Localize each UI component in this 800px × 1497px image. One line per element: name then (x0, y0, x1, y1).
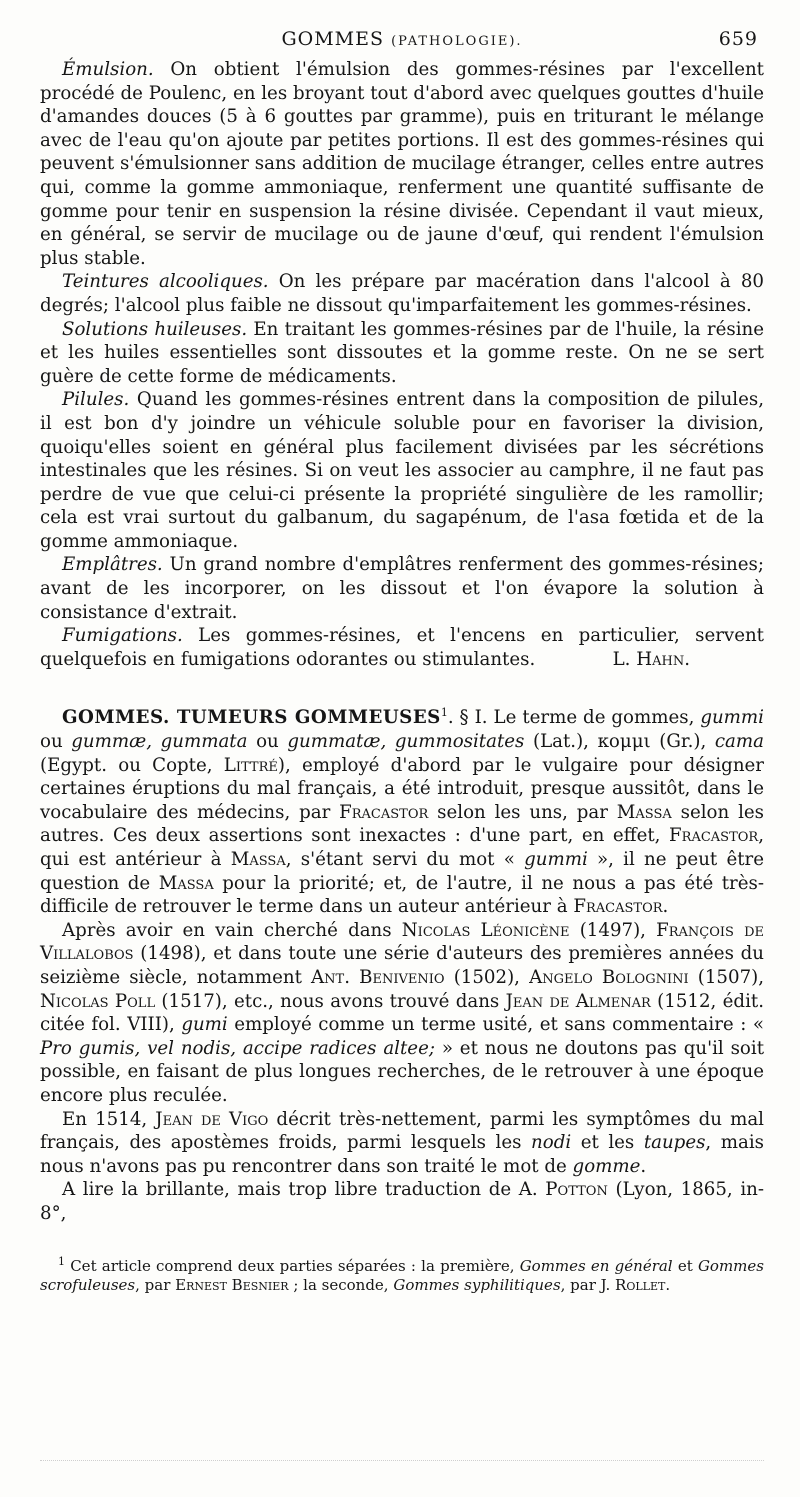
lead-solutions: Solutions huileuses. (62, 318, 248, 340)
paragraph-solutions (40, 318, 764, 389)
footnote-marker: 1 (58, 1254, 65, 1268)
text-run: selon les uns, par (428, 801, 617, 823)
text-run: », il ne peut être question de (40, 849, 764, 894)
text-run: (1512, édit. citée fol. VIII), (40, 990, 764, 1036)
section-mark: . § I. (447, 707, 488, 729)
author-name: Ant. Benivenio (311, 967, 445, 989)
author-name: J. Rollet (600, 1275, 666, 1294)
text-run: selon les autres. Ces deux assertions sont inexactes : d'une part, en effet, (40, 801, 764, 847)
text-run: décrit très-nettement, parmi les symptômes du mal français, des apostèmes froids, parmi lesquels les (40, 1108, 764, 1154)
author-name: François de Villalobos (40, 919, 765, 965)
author-name: Angelo Bolognini (529, 967, 689, 989)
author-name: Jean de Almenar (505, 990, 651, 1012)
italic-term: Gommes scrofuleuses (40, 1256, 764, 1294)
text-run: (1497), (569, 919, 657, 941)
section-gommes-tumeurs (40, 701, 764, 1225)
text-run: . (662, 896, 669, 918)
italic-term: gomme (572, 1155, 641, 1177)
author-signature: L. Hahn. (612, 648, 690, 670)
footnote-separator (40, 1226, 764, 1252)
text-emulsion: On obtient l'émulsion des gommes-résines par l'excellent procédé de Poulenc, en les broyant tout d'abord avec quelques gouttes d'huile d'amandes douces (5 à 6 gouttes par gramme), puis en triturant le mélange avec de l'eau qu'on ajoute par petites portions. Il est des gommes-résines qui peuvent s'émulsionner sans addition de mucilage étranger, celles entre autres qui, comme la gomme ammoniaque, renferment une quantité suffisante de gomme pour tenir en suspension la résine divisée. Cependant il vaut mieux, en général, se servir de mucilage ou de jaune d'œuf, qui rendent l'émulsion plus stable. (40, 59, 764, 269)
text-run: (1498), et dans toute une série d'auteurs des premières années du seizième siècle, notamment (40, 943, 764, 989)
text-run: En 1514, (62, 1108, 156, 1130)
author-name: Massa (158, 872, 214, 894)
text-run: (Lyon, 1865, in-8°, (40, 1179, 764, 1224)
author-name: Nicolas Poll (40, 990, 156, 1012)
author-name: Fracastor (573, 896, 663, 918)
lead-fumigations: Fumigations. (62, 625, 183, 647)
text-pilules: Quand les gommes-résines entrent dans la composition de pilules, il est bon d'y joindre un véhicule soluble pour en favoriser la division, quoiqu'elles soient en général plus facilement divisées par les sécrétions intestinales que les résines. Si on veut les associer au camphre, il ne faut pas perdre de vue que celui-ci présente la propriété singulière de les ramollir; cela est vrai surtout du galbanum, du sagapénum, de l'asa fœtida et de la gomme ammoniaque. (40, 389, 764, 552)
running-title-sub: (PATHOLOGIE). (391, 34, 523, 49)
author-name: A. Potton (518, 1179, 608, 1201)
italic-term: gumi (181, 1014, 228, 1036)
text-run: ou (247, 731, 288, 753)
text-run: pour la priorité; et, de l'autre, il ne nous a pas été très-difficile de retrouver le terme dans un auteur antérieur à (40, 872, 764, 918)
text-run: Cet article comprend deux parties séparées : la première, (65, 1256, 520, 1275)
lead-pilules: Pilules. (62, 389, 130, 411)
paragraph-pilules (40, 388, 764, 553)
italic-term: gummi (524, 849, 588, 871)
italic-term: Gommes en général (519, 1256, 673, 1275)
text-run: (Egypt. ou Copte, (40, 754, 224, 776)
paragraph-potton (40, 1178, 764, 1225)
text-run: (1517), etc., nous avons trouvé dans (155, 990, 506, 1012)
lead-emulsion: Émulsion. (62, 59, 154, 80)
text-run: . (665, 1275, 671, 1294)
text-run: A lire la brillante, mais trop libre traduction de (62, 1179, 519, 1201)
text-run: . (640, 1155, 647, 1177)
text-run: , s'étant servi du mot « (285, 849, 525, 871)
italic-quote: Pro gumis, vel nodis, accipe radices altee; (40, 1037, 435, 1059)
paragraph-vigo (40, 1108, 764, 1179)
text-fumigations: Les gommes-résines, et l'encens en particulier, servent quelquefois en fumigations odorantes ou stimulantes. (40, 625, 764, 670)
paragraph-definition (40, 701, 764, 918)
running-title (40, 28, 764, 50)
text-run: (Lat.), κομμι (Gr.), (524, 731, 715, 753)
text-run: , qui est antérieur à (40, 825, 764, 871)
section-preparations (40, 58, 764, 671)
author-name: Littré (223, 754, 278, 776)
author-name: Ernest Besnier (175, 1275, 289, 1294)
lead-emplatres: Emplâtres. (62, 554, 163, 576)
italic-term: nodi (531, 1132, 572, 1154)
running-title-main: GOMMES (281, 28, 385, 50)
text-run: , par (135, 1275, 176, 1294)
text-run: (1507), (688, 967, 765, 989)
article-heading: GOMMES. TUMEURS GOMMEUSES (62, 707, 441, 729)
text-run: employé comme un terme usité, et sans commentaire : « (227, 1014, 764, 1036)
page-number: 659 (718, 28, 758, 50)
text-run: ), employé d'abord par le vulgaire pour désigner certaines éruptions du mal français, a été introduit, presque aussitôt, dans le vocabulaire des médecins, par (40, 754, 764, 823)
text-run: Le terme de gommes, (487, 707, 701, 729)
text-run: et les (571, 1132, 644, 1154)
text-run: ou (40, 731, 72, 753)
text-run: , par (560, 1275, 601, 1294)
author-name: Nicolas Léonicène (401, 919, 570, 941)
section-gap (40, 671, 764, 701)
text-run: » et nous ne doutons pas qu'il soit possible, en faisant de plus longues recherches, de le retrouver à une époque encore plus reculée. (40, 1037, 764, 1106)
italic-term: gummæ, gummata (71, 731, 248, 753)
text-run: ; la seconde, (288, 1275, 394, 1294)
paragraph-emplatres (40, 553, 764, 624)
author-name: Jean de Vigo (155, 1108, 269, 1130)
text-emplatres: Un grand nombre d'emplâtres renferment des gommes-résines; avant de les incorporer, on les dissout et l'on évapore la solution à consistance d'extrait. (40, 554, 764, 623)
running-head (40, 28, 764, 58)
text-run: et (672, 1256, 698, 1275)
italic-term: gummatæ, gummositates (287, 731, 525, 753)
text-run: , mais nous n'avons pas pu rencontrer dans son traité le mot de (40, 1132, 764, 1177)
footnote (40, 1252, 764, 1295)
lead-teintures: Teintures alcooliques. (62, 271, 269, 293)
text-teintures: On les prépare par macération dans l'alcool à 80 degrés; l'alcool plus faible ne dissout qu'imparfaitement les gommes-résines. (40, 271, 764, 316)
text-solutions: En traitant les gommes-résines par de l'huile, la résine et les huiles essentielles sont dissoutes et la gomme reste. On ne se sert guère de cette forme de médicaments. (40, 318, 764, 387)
text-run: (1502), (444, 967, 530, 989)
italic-term: gummi (700, 707, 764, 729)
italic-term: taupes (643, 1132, 706, 1154)
author-name: Fracastor (669, 825, 759, 847)
italic-term: cama (714, 731, 764, 753)
paragraph-fumigations (40, 624, 764, 671)
author-name: Fracastor (339, 801, 429, 823)
paragraph-recherches (40, 919, 764, 1108)
paragraph-teintures (40, 270, 764, 317)
text-run: Après avoir en vain cherché dans (62, 919, 402, 941)
paragraph-emulsion (40, 58, 764, 270)
bottom-margin-bleed (40, 1460, 764, 1461)
footnote-ref: 1 (440, 706, 448, 720)
italic-term: Gommes syphilitiques (393, 1275, 561, 1294)
author-name: Massa (230, 849, 286, 871)
author-name: Massa (616, 801, 672, 823)
